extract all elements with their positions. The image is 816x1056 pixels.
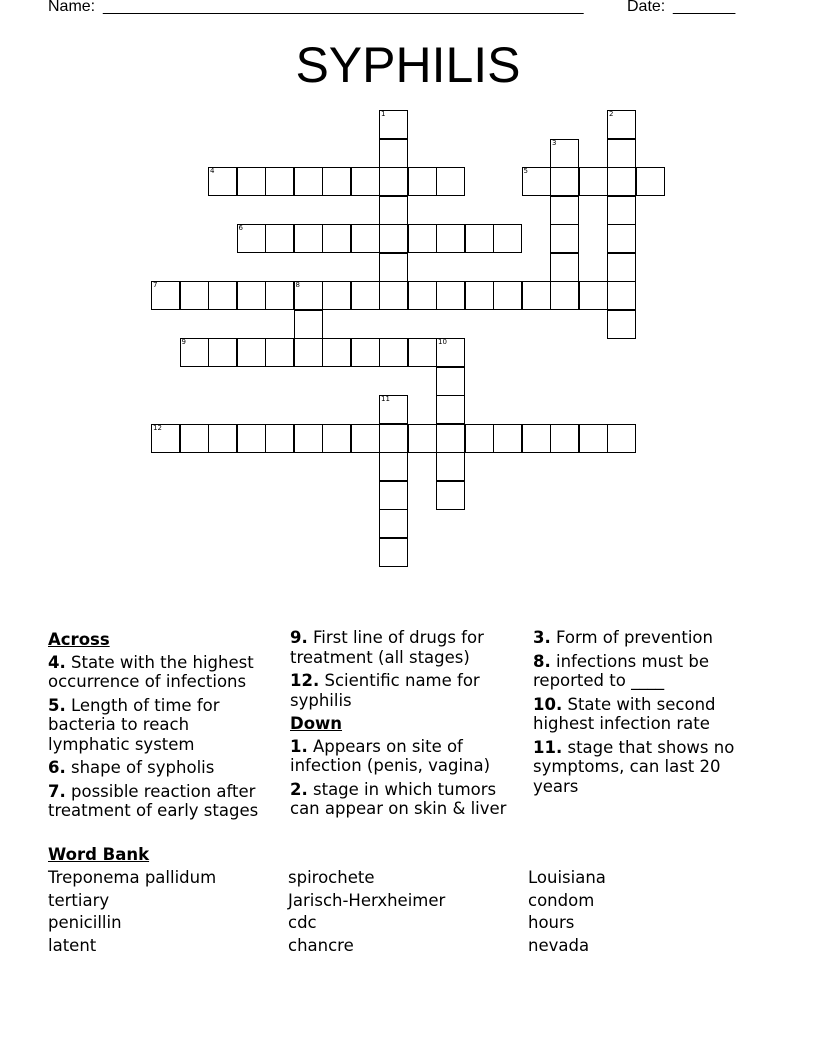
cell-number: 8	[295, 281, 300, 289]
grid-cell[interactable]	[351, 167, 380, 196]
clue-down-1	[290, 737, 520, 776]
word-bank-item: condom	[528, 891, 595, 910]
clue-text: stage that shows no symptoms, can last 20 years	[533, 737, 735, 796]
cell-number: 10	[438, 338, 447, 346]
cell-number: 1	[381, 110, 386, 118]
grid-cell[interactable]	[379, 110, 408, 139]
cell-number: 5	[523, 167, 528, 175]
grid-cell[interactable]	[351, 224, 380, 253]
grid-cell[interactable]	[294, 167, 323, 196]
grid-cell[interactable]	[237, 281, 266, 310]
grid-cell[interactable]	[294, 310, 323, 339]
grid-cell[interactable]	[408, 281, 437, 310]
cell-number: 9	[181, 338, 186, 346]
grid-cell[interactable]	[550, 224, 579, 253]
clue-number: 3.	[533, 628, 551, 647]
grid-cell[interactable]	[550, 167, 579, 196]
clue-number: 6.	[48, 758, 66, 777]
cell-number: 6	[238, 224, 243, 232]
clue-text: First line of drugs for treatment (all stages)	[290, 628, 484, 667]
word-bank-item: Jarisch-Herxheimer	[288, 891, 446, 910]
grid-cell[interactable]	[436, 224, 465, 253]
grid-cell[interactable]	[550, 196, 579, 225]
clue-text: Scientific name for syphilis	[290, 671, 480, 710]
grid-cell[interactable]	[607, 224, 636, 253]
grid-cell[interactable]	[550, 424, 579, 453]
grid-cell[interactable]	[237, 167, 266, 196]
grid-cell[interactable]	[322, 424, 351, 453]
grid-cell[interactable]	[379, 281, 408, 310]
grid-cell[interactable]	[436, 367, 465, 396]
clue-number: 9.	[290, 628, 308, 647]
grid-cell[interactable]	[379, 509, 408, 538]
grid-cell[interactable]	[465, 424, 494, 453]
clue-text: shape of sypholis	[71, 758, 215, 777]
cell-number: 7	[153, 281, 158, 289]
clue-text: Length of time for bacteria to reach lymphatic system	[48, 695, 220, 754]
clue-number: 5.	[48, 695, 66, 715]
grid-cell[interactable]	[208, 338, 237, 367]
clue-down-3	[533, 628, 763, 648]
clue-text: stage in which tumors can appear on skin & liver	[290, 779, 507, 818]
clue-across-9	[290, 628, 520, 667]
cell-number: 3	[552, 138, 557, 147]
grid-cell[interactable]	[151, 281, 180, 310]
grid-cell[interactable]	[408, 338, 437, 367]
clue-down-11	[533, 738, 763, 797]
clues-column-1	[48, 628, 273, 825]
word-bank-heading: Word Bank	[48, 845, 150, 864]
word-bank-item: Treponema pallidum	[48, 868, 217, 887]
cell-number: 11	[381, 395, 390, 403]
clue-number: 2.	[290, 779, 308, 799]
grid-cell[interactable]	[322, 281, 351, 310]
clue-text: State with the highest occurrence of infections	[48, 652, 254, 691]
grid-cell[interactable]	[550, 139, 579, 168]
grid-cell[interactable]	[237, 424, 266, 453]
clue-text: State with second highest infection rate	[533, 694, 716, 733]
grid-cell[interactable]	[436, 395, 465, 424]
grid-cell[interactable]	[436, 338, 465, 367]
grid-cell[interactable]	[607, 167, 636, 196]
grid-cell[interactable]	[379, 481, 408, 510]
word-bank-item: cdc	[288, 913, 317, 932]
grid-cell[interactable]	[265, 424, 294, 453]
grid-cell[interactable]	[379, 196, 408, 225]
grid-cell[interactable]	[436, 424, 465, 453]
clue-down-10	[533, 695, 763, 734]
name-line[interactable]: ______________________________________________________	[103, 0, 584, 15]
grid-cell[interactable]	[636, 167, 665, 196]
clue-down-2	[290, 780, 520, 819]
grid-cell[interactable]	[208, 281, 237, 310]
grid-cell[interactable]	[237, 224, 266, 253]
word-bank-item: hours	[528, 913, 575, 932]
word-bank-item: tertiary	[48, 891, 110, 910]
grid-cell[interactable]	[379, 253, 408, 282]
clue-across-5	[48, 696, 273, 755]
grid-cell[interactable]	[579, 167, 608, 196]
grid-cell[interactable]	[522, 167, 551, 196]
grid-cell[interactable]	[379, 538, 408, 567]
grid-cell[interactable]	[607, 196, 636, 225]
grid-cell[interactable]	[579, 281, 608, 310]
word-bank-item: chancre	[288, 936, 354, 955]
grid-cell[interactable]	[607, 139, 636, 168]
grid-cell[interactable]	[436, 281, 465, 310]
clue-number: 7.	[48, 781, 66, 801]
grid-cell[interactable]	[436, 167, 465, 196]
clue-number: 1.	[290, 736, 308, 756]
cell-number: 2	[609, 110, 614, 118]
cell-number: 4	[210, 167, 215, 175]
clue-number: 8.	[533, 651, 551, 671]
grid-cell[interactable]	[294, 224, 323, 253]
grid-cell[interactable]	[408, 167, 437, 196]
grid-cell[interactable]	[465, 224, 494, 253]
grid-cell[interactable]	[607, 253, 636, 282]
grid-cell[interactable]	[294, 338, 323, 367]
clue-across-7	[48, 782, 273, 821]
clue-across-6	[48, 758, 273, 778]
grid-cell[interactable]	[465, 281, 494, 310]
grid-cell[interactable]	[294, 424, 323, 453]
clue-text: Form of prevention	[556, 628, 713, 647]
grid-cell[interactable]	[607, 424, 636, 453]
cell-number: 12	[153, 423, 162, 432]
grid-cell[interactable]	[379, 224, 408, 253]
grid-cell[interactable]	[408, 424, 437, 453]
grid-cell[interactable]	[351, 338, 380, 367]
grid-cell[interactable]	[607, 281, 636, 310]
grid-cell[interactable]	[607, 110, 636, 139]
grid-cell[interactable]	[522, 281, 551, 310]
grid-cell[interactable]	[322, 224, 351, 253]
grid-cell[interactable]	[550, 281, 579, 310]
clue-text: possible reaction after treatment of early stages	[48, 781, 259, 820]
word-bank-item: nevada	[528, 936, 590, 955]
grid-cell[interactable]	[379, 167, 408, 196]
clue-number: 10.	[533, 694, 563, 714]
grid-cell[interactable]	[265, 338, 294, 367]
clue-down-8	[533, 652, 763, 691]
clue-number: 11.	[533, 737, 563, 757]
grid-cell[interactable]	[436, 452, 465, 481]
grid-cell[interactable]	[522, 424, 551, 453]
grid-cell[interactable]	[180, 338, 209, 367]
grid-cell[interactable]	[607, 310, 636, 339]
clue-across-4	[48, 653, 273, 692]
name-label: Name:	[48, 0, 96, 15]
clue-number: 4.	[48, 652, 66, 672]
across-heading: Across	[48, 630, 110, 649]
grid-cell[interactable]	[379, 395, 408, 424]
clues-column-2	[290, 628, 520, 823]
date-label: Date:	[627, 0, 666, 15]
grid-cell[interactable]	[322, 167, 351, 196]
clue-number: 12.	[290, 671, 320, 690]
grid-cell[interactable]	[265, 224, 294, 253]
grid-cell[interactable]	[151, 424, 180, 453]
grid-cell[interactable]	[379, 424, 408, 453]
grid-cell[interactable]	[294, 281, 323, 310]
grid-cell[interactable]	[322, 338, 351, 367]
down-heading: Down	[290, 714, 343, 733]
grid-cell[interactable]	[265, 281, 294, 310]
grid-cell[interactable]	[180, 281, 209, 310]
word-bank-item: latent	[48, 936, 97, 955]
word-bank-item: Louisiana	[528, 868, 606, 887]
clues-column-3	[533, 628, 763, 800]
grid-cell[interactable]	[180, 424, 209, 453]
grid-cell[interactable]	[351, 281, 380, 310]
grid-cell[interactable]	[493, 224, 522, 253]
grid-cell[interactable]	[436, 481, 465, 510]
date-line[interactable]: _______	[673, 0, 736, 15]
page-title: SYPHILIS	[295, 37, 521, 93]
grid-cell[interactable]	[351, 424, 380, 453]
grid-cell[interactable]	[493, 424, 522, 453]
word-bank-item: spirochete	[288, 868, 375, 887]
grid-cell[interactable]	[408, 224, 437, 253]
grid-cell[interactable]	[265, 167, 294, 196]
clue-across-12	[290, 671, 520, 710]
grid-cell[interactable]	[579, 424, 608, 453]
grid-cell[interactable]	[550, 253, 579, 282]
grid-cell[interactable]	[237, 338, 266, 367]
grid-cell[interactable]	[208, 424, 237, 453]
word-bank-item: penicillin	[48, 913, 122, 932]
grid-cell[interactable]	[208, 167, 237, 196]
grid-cell[interactable]	[379, 139, 408, 168]
grid-cell[interactable]	[379, 452, 408, 481]
grid-cell[interactable]	[379, 338, 408, 367]
clue-text: infections must be reported to ____	[533, 651, 709, 690]
clue-text: Appears on site of infection (penis, vagina)	[290, 736, 491, 775]
grid-cell[interactable]	[493, 281, 522, 310]
